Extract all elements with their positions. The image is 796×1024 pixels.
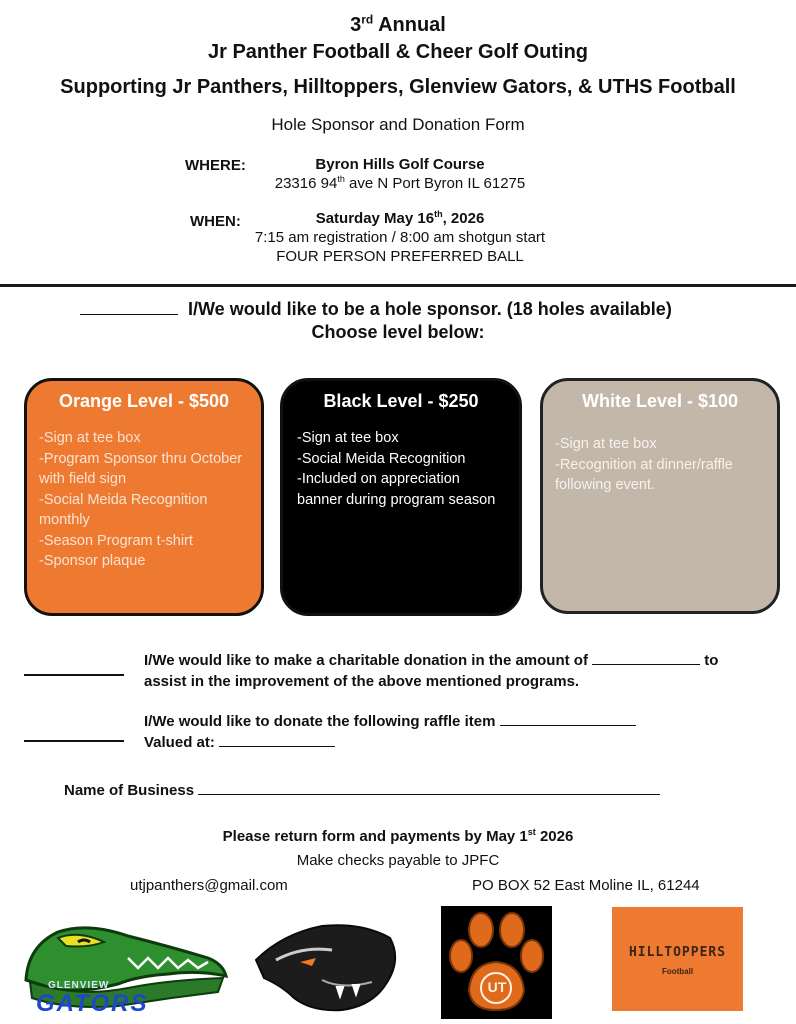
- white-level-title: White Level - $100: [581, 391, 739, 411]
- black-level-card[interactable]: [280, 378, 522, 616]
- form-name: Hole Sponsor and Donation Form: [271, 115, 525, 134]
- where-label: WHERE:: [185, 157, 246, 174]
- return-deadline: Please return form and payments by May 1st 2026: [222, 827, 574, 845]
- event-format: FOUR PERSON PREFERRED BALL: [276, 248, 524, 265]
- sponsor-blank[interactable]: [80, 314, 178, 315]
- raffle-check-line[interactable]: [24, 740, 124, 742]
- uths-paw-logo: [441, 906, 552, 1019]
- white-level-card[interactable]: [540, 378, 780, 614]
- panther-logo: [252, 920, 402, 1014]
- choose-level: Choose level below:: [311, 322, 485, 342]
- black-level-benefits: -Sign at tee box -Social Meida Recognition -Included on appreciation banner during program season: [297, 430, 496, 508]
- sponsor-line: I/We would like to be a hole sponsor. (18 holes available): [80, 298, 672, 321]
- raffle-item-blank[interactable]: [500, 725, 636, 726]
- gators-wordmark: GATORS: [36, 990, 149, 1017]
- glenview-gators-logo: [18, 918, 238, 1018]
- when-info: [235, 209, 565, 266]
- orange-level-benefits: -Sign at tee box -Program Sponsor thru October with field sign -Social Meida Recognition monthly -Season Program t-shirt -Sponsor plaque: [39, 430, 243, 569]
- donation-amount-blank[interactable]: [592, 664, 700, 665]
- hilltoppers-logo: [612, 907, 743, 1011]
- event-date: Saturday May 16th, 2026: [315, 209, 485, 227]
- hilltoppers-subtext: Football: [661, 967, 694, 976]
- donation-text: I/We would like to make a charitable donation in the amount of to assist in the improvement of the above mentioned programs.: [144, 652, 719, 690]
- donation-check-line[interactable]: [24, 674, 124, 676]
- business-line: Name of Business: [64, 780, 660, 801]
- raffle-value-blank[interactable]: [219, 746, 335, 747]
- panther-head-icon: [252, 920, 402, 1014]
- venue-address: 23316 94th ave N Port Byron IL 61275: [274, 174, 526, 192]
- checks-payable: Make checks payable to JPFC: [296, 852, 500, 869]
- hilltoppers-wordmark: HILLTOPPERS: [628, 945, 727, 960]
- white-level-benefits: -Sign at tee box -Recognition at dinner/raffle following event.: [555, 436, 733, 493]
- po-box-address: PO BOX 52 East Moline IL, 61244: [472, 877, 700, 894]
- paw-letters: UT: [487, 979, 507, 995]
- gators-top-text: GLENVIEW: [48, 980, 110, 991]
- paw-print-icon: [441, 906, 552, 1019]
- orange-level-title: Orange Level - $500: [58, 391, 230, 411]
- orange-level-card[interactable]: [24, 378, 264, 616]
- black-level-title: Black Level - $250: [323, 391, 479, 411]
- venue-name: Byron Hills Golf Course: [315, 156, 485, 173]
- business-name-blank[interactable]: [198, 794, 660, 795]
- where-info: [235, 155, 565, 193]
- when-label: WHEN:: [190, 213, 241, 230]
- section-divider: [0, 284, 796, 287]
- event-title: Jr Panther Football & Cheer Golf Outing: [207, 41, 589, 63]
- supporting-line: Supporting Jr Panthers, Hilltoppers, Glenview Gators, & UTHS Football: [60, 76, 736, 98]
- contact-email[interactable]: utjpanthers@gmail.com: [130, 877, 288, 894]
- event-times: 7:15 am registration / 8:00 am shotgun start: [254, 229, 546, 246]
- raffle-text: I/We would like to donate the following raffle item Valued at:: [144, 711, 744, 753]
- event-edition: 3rd Annual: [350, 12, 446, 36]
